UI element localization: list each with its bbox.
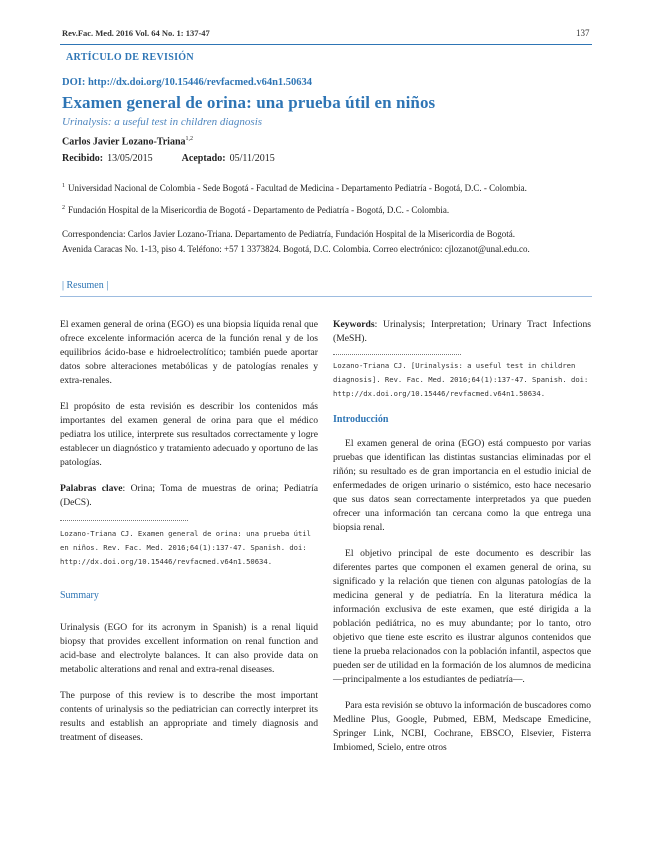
resumen-citation: Lozano-Triana CJ. Examen general de orina: una prueba útil en niños. Rev. Fac. Med. 2016;64(1):137-47. Spanish. doi: http://dx.doi.org/10.15446/revfacmed.v64n1.50634. (60, 529, 311, 566)
resumen-paragraph-2: El propósito de esta revisión es describir los contenidos más importantes del examen general de orina para que el médico pediatra los utilice, interprete sus resultados correctamente y logre establecer un diagnóstico y tratamiento adecuado y oportuno de las patologías. (60, 401, 318, 468)
article-subtitle: Urinalysis: a useful test in children diagnosis (62, 116, 263, 128)
summary-paragraph-1: Urinalysis (EGO for its acronym in Spanish) is a renal liquid biopsy that provides excellent information on renal function and acid-base and electrolyte balances. It can also provide data on metabolic alterations and renal and extra-renal diseases. (60, 622, 318, 675)
header-rule (60, 44, 592, 45)
affiliation-text: Fundación Hospital de la Misericordia de Bogotá - Departamento de Pediatría - Bogotá, D.C. - Colombia. (68, 205, 450, 215)
section-type: ARTÍCULO DE REVISIÓN (66, 52, 194, 63)
citation-rule (60, 520, 188, 521)
keywords-text: : Urinalysis; Interpretation; Urinary Tract Infections (MeSH). (333, 319, 591, 344)
citation-rule (333, 354, 461, 355)
accepted-label: Aceptado: (181, 153, 226, 164)
affiliation-1 (62, 183, 527, 193)
received-label: Recibido: (62, 153, 104, 164)
author-name: Carlos Javier Lozano-Triana (62, 136, 186, 148)
introduccion-paragraph-2: El objetivo principal de este documento es describir las diferentes partes que componen el examen general de orina, su significado y la relación que tienen con algunas patologías de la medicina general y de pediatría. En la literatura médica la información exclusiva de este examen, que esté dirigida a la población pediátrica, no es muy abundante; por lo tanto, otro objetivo que tiene este escrito es ilustrar algunos contenidos que tiene la prueba relacionados con la población infantil, aspectos que pueden ser de utilidad en la formación de los alumnos de medicina —principalmente a los estudiantes de pediatría—. (333, 548, 591, 685)
keywords-label: Palabras clave (60, 483, 123, 494)
correspondence (62, 227, 592, 257)
page-number: 137 (576, 28, 590, 38)
accepted-date: 05/11/2015 (229, 153, 275, 164)
summary-citation: Lozano-Triana CJ. [Urinalysis: a useful test in children diagnosis]. Rev. Fac. Med. 2016;64(1):137-47. Spanish. doi: http://dx.doi.org/10.15446/revfacmed.v64n1.50634. (333, 361, 589, 398)
introduccion-paragraph-1: El examen general de orina (EGO) está compuesto por varias pruebas que identifican las distintas sustancias eliminadas por el riñón; su resultado es de gran importancia en el estudio inicial de enfermedades de origen urinario o sistémico, esto hace necesario que sus datos sean correctamente interpretados ya que pueden ofrecer una información tan cercana como la que entrega una biopsia renal. (333, 438, 591, 533)
keywords-label: Keywords (333, 319, 375, 330)
summary-paragraph-2: The purpose of this review is to describe the most important contents of urinalysis so the pediatrician can correctly interpret its results and establish an appropriate and timely diagnosis and treatment of diseases. (60, 690, 318, 743)
received-date: 13/05/2015 (107, 153, 153, 164)
resumen-rule (60, 296, 592, 297)
affiliation-number: 1 (62, 183, 65, 189)
correspondence-line-2: Avenida Caracas No. 1-13, piso 4. Teléfono: +57 1 3373824. Bogotá, D.C. Colombia. Correo electrónico: cjlozanot@unal.edu.co. (62, 244, 530, 254)
author-line (62, 136, 193, 147)
resumen-keywords (60, 482, 318, 510)
dates-line (62, 153, 275, 164)
resumen-column (60, 318, 318, 745)
keywords-text: : Orina; Toma de muestras de orina; Pediatría (DeCS). (60, 483, 318, 508)
introduccion-paragraph-3: Para esta revisión se obtuvo la información de buscadores como Medline Plus, Google, Pubmed, EBM, Medscape Emedicine, Springer Link, NCBI, Cochrane, EBSCO, Elsevier, Fisterra Imbiomed, Scielo, entre otros (333, 700, 591, 753)
resumen-paragraph-1: El examen general de orina (EGO) es una biopsia líquida renal que ofrece excelente información acerca de la función renal y de los equilibrios ácido-base e hidroelectrolítico; también puede aportar datos sobre alteraciones metabólicas y de patologías renales y extra-renales. (60, 319, 318, 386)
doi-link[interactable]: DOI: http://dx.doi.org/10.15446/revfacmed.v64n1.50634 (62, 77, 313, 88)
running-head: Rev.Fac. Med. 2016 Vol. 64 No. 1: 137-47 (62, 28, 210, 38)
author-affiliation-marks: 1,2 (185, 136, 194, 142)
correspondence-line-1: Correspondencia: Carlos Javier Lozano-Triana. Departamento de Pediatría, Fundación Hospital de la Misericordia de Bogotá. (62, 229, 516, 239)
summary-heading: Summary (60, 590, 99, 601)
article-title: Examen general de orina: una prueba útil en niños (62, 93, 436, 112)
affiliation-number: 2 (62, 205, 65, 211)
introduccion-heading: Introducción (333, 414, 389, 425)
affiliation-text: Universidad Nacional de Colombia - Sede Bogotá - Facultad de Medicina - Departamento Pediatría - Bogotá, D.C. - Colombia. (68, 183, 527, 193)
resumen-tag: | Resumen | (62, 280, 109, 291)
english-column (333, 318, 591, 755)
affiliation-2 (62, 205, 449, 215)
summary-keywords (333, 318, 591, 346)
